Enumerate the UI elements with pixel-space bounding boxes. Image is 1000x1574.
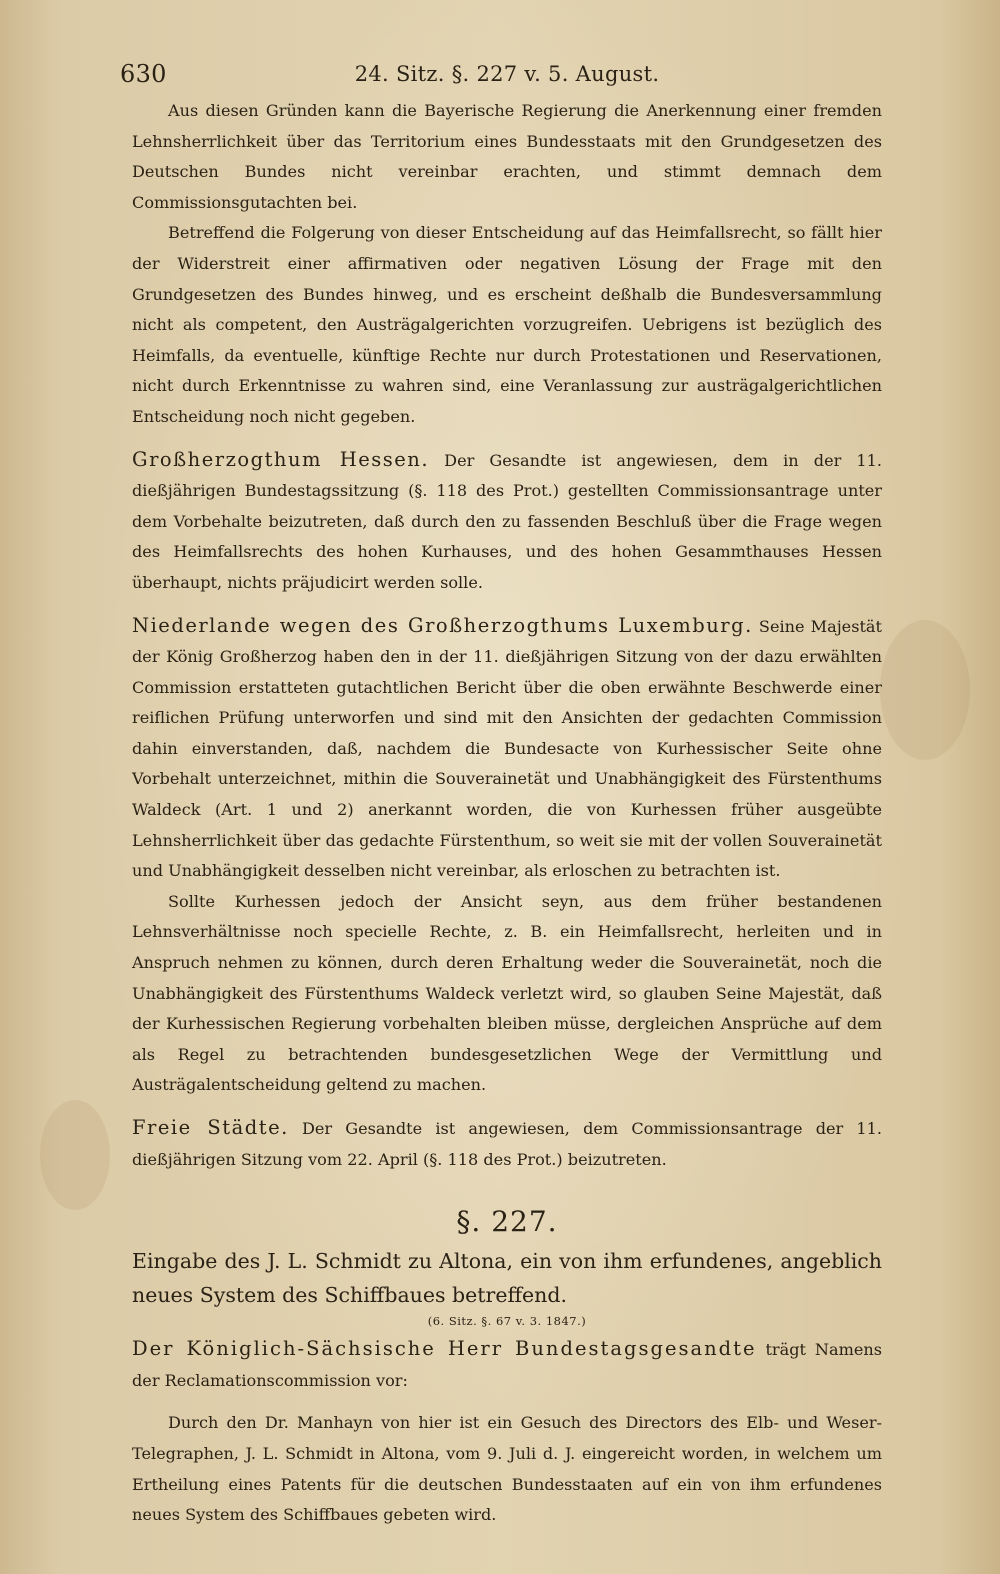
section-reference: (6. Sitz. §. 67 v. 3. 1847.) [427, 1314, 587, 1329]
running-title: 24. Sitz. §. 227 v. 5. August. [354, 62, 660, 86]
section-intro-lead: Der Königlich-Sächsische Herr Bundestagsgesandte [132, 1337, 757, 1361]
section-intro [132, 1334, 882, 1396]
paragraph-text: Der Gesandte ist angewiesen, dem in der 11. dießjährigen Bundestagssitzung (§. 118 des Prot.) gestellten Commissionsantrage unter dem Vorbehalte beizutreten, daß durch den zu fassenden Beschluß über die Frage wegen des Heimfallsrechts des hohen Kurhauses, und des hohen Gesammthauses Hessen überhaupt, nichts präjudicirt werden solle. [132, 450, 882, 592]
paragraph-heimfall [132, 218, 882, 432]
paragraph-lead-hessen: Großherzogthum Hessen. [132, 447, 430, 471]
paragraph-bavaria-conclusion [132, 96, 882, 218]
section-title: Eingabe des J. L. Schmidt zu Altona, ein von ihm erfundenes, angeblich neues System des Schiffbaues betreffend. [132, 1249, 882, 1308]
paragraph-kurhessen [132, 887, 882, 1101]
paragraph-text: Der Gesandte ist angewiesen, dem Commissionsantrage der 11. dießjährigen Sitzung vom 22. April (§. 118 des Prot.) beizutreten. [132, 1119, 882, 1169]
paragraph-niederlande [132, 611, 882, 887]
paragraph-text: Sollte Kurhessen jedoch der Ansicht seyn, aus dem früher bestandenen Lehnsverhältnisse noch specielle Rechte, z. B. ein Heimfallsrecht, herleiten und in Anspruch nehmen zu können, durch deren Erhaltung weder die Souverainetät, noch die Unabhängigkeit des Fürstenthums Waldeck verletzt wird, so glauben Seine Majestät, daß der Kurhessischen Regierung vorbehalten bleiben müsse, dergleichen Ansprüche auf dem als Regel zu betrachtenden bundesgesetzlichen Wege der Vermittlung und Austrägalentscheidung geltend zu machen. [132, 891, 882, 1095]
paragraph-text: Seine Majestät der König Großherzog haben den in der 11. dießjährigen Sitzung von der dazu erwählten Commission erstatteten gutachtlichen Bericht über die oben erwähnte Beschwerde einer reiflichen Prüfung unterworfen und sind mit den Ansichten der gedachten Commission dahin einverstanden, daß, nachdem die Bundesacte von Kurhessischer Seite ohne Vorbehalt unterzeichnet, mithin die Souverainetät und Unabhängigkeit des Fürstenthums Waldeck (Art. 1 und 2) anerkannt worden, die von Kurhessen früher ausgeübte Lehnsherrlichkeit über das gedachte Fürstenthum, so weit sie mit der vollen Souverainetät und Unabhängigkeit desselben nicht vereinbar, als erloschen zu betrachten ist. [132, 616, 882, 881]
paragraph-lead-niederlande: Niederlande wegen des Großherzogthums Luxemburg. [132, 613, 753, 637]
section-intro-text: trägt Namens der Reclamationscommission vor: [132, 1340, 883, 1390]
page-number: 630 [120, 60, 167, 88]
paragraph-text: Betreffend die Folgerung von dieser Entscheidung auf das Heimfallsrecht, so fällt hier der Widerstreit einer affirmativen oder negativen Lösung der Frage mit den Grundgesetzen des Bundes hinweg, und es erscheint deßhalb die Bundesversammlung nicht als competent, den Austrägalgerichten vorzugreifen. Uebrigens ist bezüglich des Heimfalls, da eventuelle, künftige Rechte nur durch Protestationen und Reservationen, nicht durch Erkenntnisse zu wahren sind, eine Veranlassung zur austrägalgerichtlichen Entscheidung noch nicht gegeben. [132, 223, 882, 426]
paragraph-text: Aus diesen Gründen kann die Bayerische Regierung die Anerkennung einer fremden Lehnsherrlichkeit über das Territorium eines Bundesstaats mit den Grundgesetzen des Deutschen Bundes nicht vereinbar erachten, und stimmt demnach dem Commissionsgutachten bei. [132, 101, 882, 212]
paper-stain [40, 1100, 110, 1210]
page-header [120, 56, 882, 96]
paragraph-lead-freie-staedte: Freie Städte. [132, 1116, 289, 1139]
paper-stain [880, 620, 970, 760]
section-body: Durch den Dr. Manhayn von hier ist ein Gesuch des Directors des Elb- und Weser-Telegraphen, J. L. Schmidt in Altona, vom 9. Juli d. J. eingereicht worden, in welchem um Ertheilung eines Patents für die deutschen Bundesstaaten auf ein von ihm erfundenes neues System des Schiffbaues gebeten wird. [132, 1413, 882, 1525]
section-number: §. 227. [456, 1205, 558, 1239]
paragraph-hessen [132, 445, 882, 599]
paragraph-freie-staedte [132, 1113, 882, 1175]
